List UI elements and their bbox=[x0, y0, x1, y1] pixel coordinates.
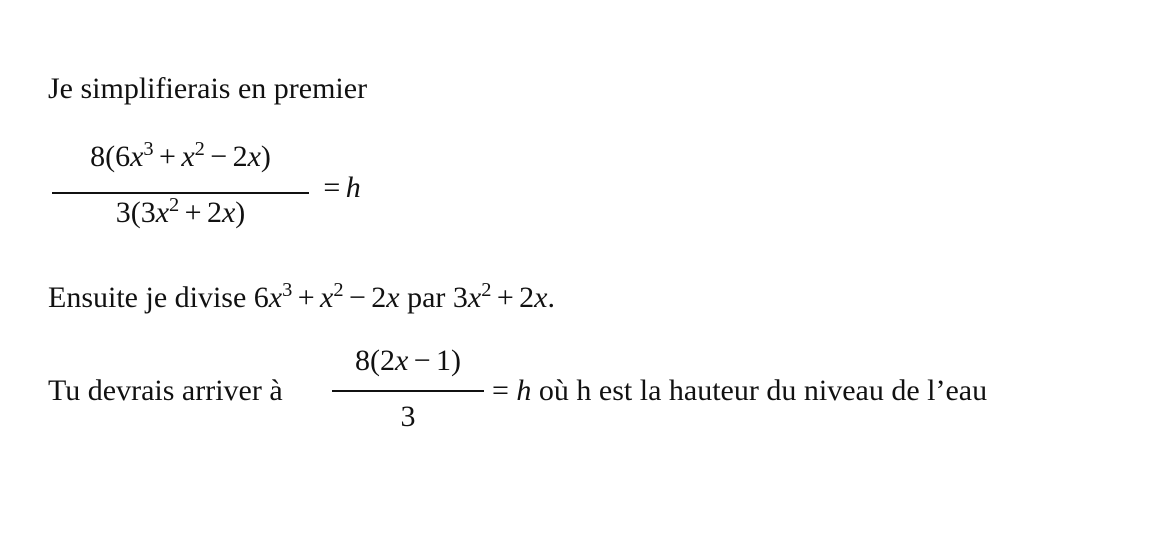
result-sentence-outro: = h où h est la hauteur du niveau de l’eau bbox=[492, 374, 988, 407]
equals-h: = h bbox=[323, 171, 361, 204]
intro-text: Je simplifierais en premier bbox=[48, 72, 368, 105]
result-fraction-numerator: 8(2x − 1) bbox=[354, 344, 462, 377]
fraction-denominator: $3(3x^2 + 2x)$ bbox=[115, 193, 246, 229]
result-sentence-intro: Tu devrais arriver à bbox=[48, 374, 283, 407]
result-fraction-bar bbox=[332, 390, 484, 392]
division-sentence: Ensuite je divise $6x^3 + x^2 - 2x$ par $3x^2 + 2x$. bbox=[48, 278, 555, 314]
result-fraction-denominator: 3 bbox=[400, 400, 416, 433]
fraction-numerator: $8(6x^3 + x^2 - 2x)$ bbox=[90, 137, 271, 173]
fraction-bar bbox=[52, 192, 309, 194]
